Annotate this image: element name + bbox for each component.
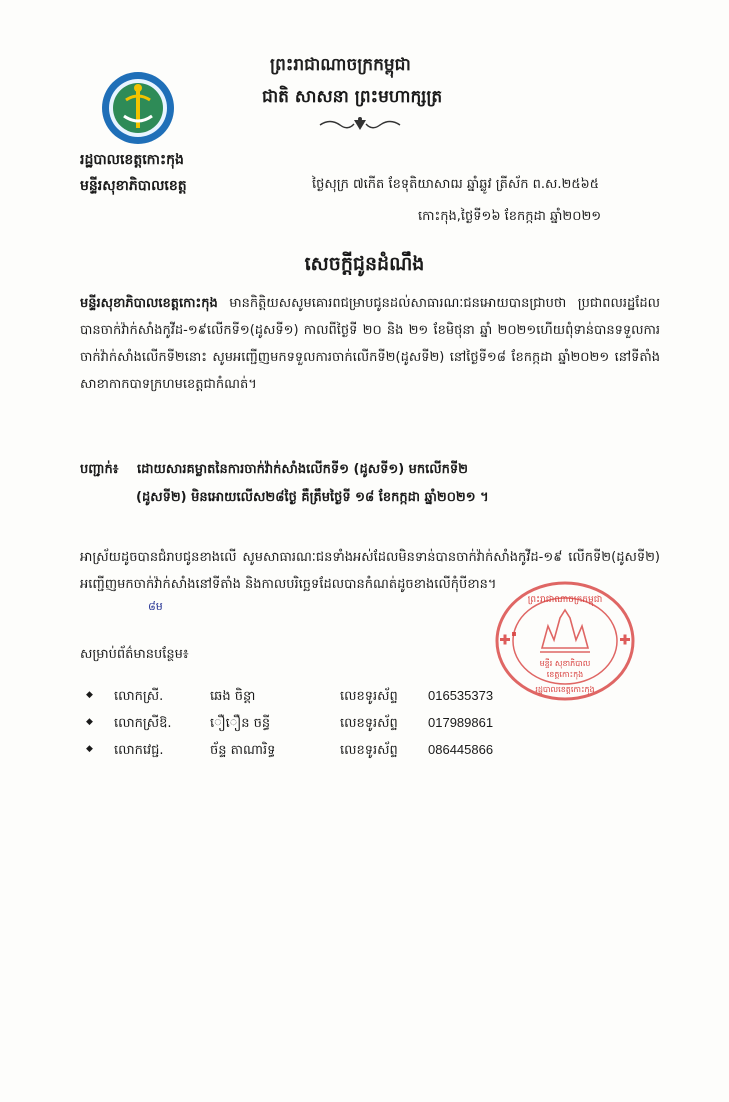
phone-label: លេខទូរស័ព្ទ (340, 689, 398, 704)
contact-row (86, 742, 606, 766)
note-label: បញ្ជាក់៖ (80, 462, 119, 477)
paragraph-1-text: មានកិត្តិយសសូមគោរពជម្រាបជូនដល់សាធារណៈជនអោយបានជ្រាបថា ប្រជាពលរដ្ឋដែលបានចាក់វ៉ាក់សាំងកូវីដ-១៩លើកទី១(ដូសទី១) កាលពីថ្ងៃទី ២០ និង ២១ ខែមិថុនា ឆ្នាំ ២០២១ហើយពុំទាន់បានទទួលការចាក់វ៉ាក់សាំងលើកទី២នោះ សូមអញ្ជើញមកទទួលការចាក់លើកទី២(ដូសទី២) នៅថ្ងៃទី១៨ ខែកក្កដា ឆ្នាំ២០២១ នៅទីតាំងសាខាកាកបាទក្រហមខេត្តជាកំណត់។ (80, 296, 660, 392)
phone-label: លេខទូរស័ព្ទ (340, 743, 398, 758)
document-title: សេចក្តីជូនដំណឹង (304, 253, 425, 275)
contact-title: សម្រាប់ព័ត៌មានបន្ថែម៖ (80, 647, 189, 662)
seal-bottom-text: រដ្ឋបាលខេត្តកោះកុង (535, 685, 595, 694)
phone-number: 086445866 (428, 742, 494, 757)
lead-organization: មន្ទីរសុខាភិបាលខេត្តកោះកុង (80, 296, 218, 311)
ministry-logo (100, 70, 176, 146)
place-date: កោះកុង,ថ្ងៃទី១៦ ខែកក្កដា ឆ្នាំ២០២១ (418, 209, 602, 224)
phone-number: 017989861 (428, 715, 494, 730)
seal-center-text: មន្ទីរ សុខាភិបាល (539, 659, 591, 668)
paragraph-2: អាស្រ័យដូចបានជំរាបជូនខាងលើ សូមសាធារណៈជនទាំងអស់ដែលមិនទាន់បានចាក់វ៉ាក់សាំងកូវីដ-១៩ លើកទី២(ដូសទី២) អញ្ជើញមកចាក់វ៉ាក់សាំងនៅទីតាំង និងកាលបរិច្ឆេទដែលបានកំណត់ដូចខាងលើកុំបីខាន។ (80, 550, 660, 592)
seal-province-text: ខេត្តកោះកុង (546, 670, 584, 679)
contact-name: ច័ន្ទ តាណារិទ្ធ (210, 743, 276, 758)
ornament-divider-icon (318, 114, 402, 136)
contact-name: ឆេង ចិន្តា (210, 689, 256, 704)
contact-name: ឿឿន ចន្ធី (210, 716, 271, 731)
bullet-icon: ◆ (86, 690, 93, 700)
paragraph-1 (80, 290, 660, 398)
contact-row (86, 715, 606, 739)
motto-heading: ជាតិ សាសនា ព្រះមហាក្សត្រ (262, 87, 443, 107)
department-name: មន្ទីរសុខាភិបាលខេត្ត (80, 178, 187, 194)
phone-number: 016535373 (428, 688, 494, 703)
phone-label: លេខទូរស័ព្ទ (340, 716, 398, 731)
contact-title-text: លោកស្រីឱ. (114, 716, 172, 731)
bullet-icon: ◆ (86, 744, 93, 754)
kingdom-heading: ព្រះរាជាណាចក្រកម្ពុជា (270, 55, 411, 75)
handwritten-initial: ៨ម (148, 600, 163, 613)
contact-title-text: លោកវេជ្ជ. (114, 743, 164, 758)
lunar-date: ថ្ងៃសុក្រ ៧កើត ខែទុតិយាសាឍ ឆ្នាំឆ្លូវ ត្រីស័ក ព.ស.២៥៦៥ (312, 177, 599, 192)
note-line-2: (ដូសទី២) មិនអោយលើស២៨ថ្ងៃ គឺត្រឹមថ្ងៃទី ១៨ ខែកក្កដា ឆ្នាំ២០២១ ។ (136, 490, 489, 505)
note-block (80, 456, 660, 512)
official-seal-stamp (492, 578, 638, 704)
contact-title-text: លោកស្រី. (114, 689, 164, 704)
seal-top-text: ព្រះរាជាណាចក្រកម្ពុជា (527, 595, 603, 605)
note-line-1: ដោយសារគម្លាតនៃការចាក់វ៉ាក់សាំងលើកទី១ (ដូសទី១) មកលើកទី២ (137, 462, 469, 477)
bullet-icon: ◆ (86, 717, 93, 727)
admin-name: រដ្ឋបាលខេត្តកោះកុង (80, 152, 184, 168)
